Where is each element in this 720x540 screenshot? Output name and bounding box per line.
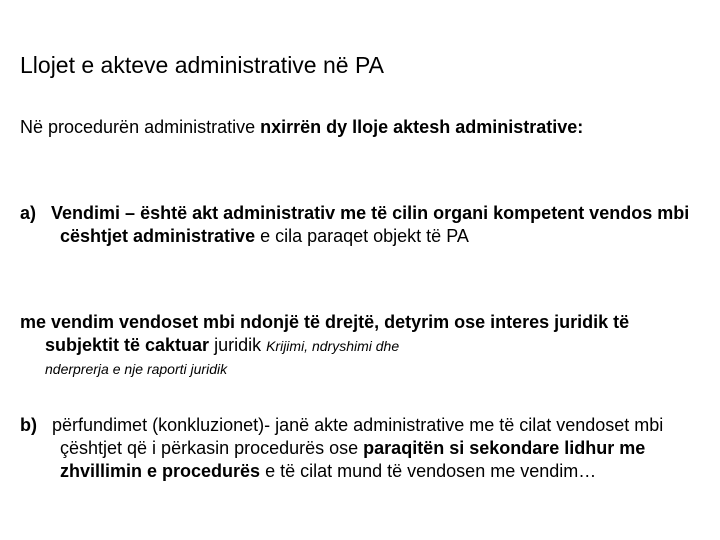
item-b-bold-text: paraqitën si sekondare lidhur me zhvillimin e procedurës [60,438,646,481]
intro-text: Në procedurën administrative [20,117,261,137]
item-a-marker: a) [20,203,37,223]
intro-paragraph [20,116,660,139]
item-b-text-2: e të cilat mund të vendosen me vendim… [260,461,597,481]
decision-italic-2: nderprerja e nje raporti juridik [45,361,228,377]
decision-text: juridik [209,335,267,355]
list-item-b [20,414,700,483]
decision-bold-text: me vendim vendoset mbi ndonjë të drejtë, detyrim ose interes juridik të subjektit të caktuar [20,312,630,355]
list-item-a [20,202,700,248]
item-a-text: e cila paraqet objekt të PA [255,226,469,246]
decision-paragraph [20,311,700,378]
item-a-bold-text: Vendimi – është akt administrativ me të cilin organi kompetent vendos mbi cështjet administrative [51,203,690,246]
decision-italic-1: Krijimi, ndryshimi dhe [266,338,400,354]
intro-bold-text: nxirrën dy lloje aktesh administrative: [260,117,584,137]
item-b-marker: b) [20,415,37,435]
slide-title: Llojet e akteve administrative në PA [20,52,384,78]
item-b-text-1: përfundimet (konkluzionet)- janë akte administrative me të cilat vendoset mbi çështjet që i përkasin procedurës ose [47,415,664,458]
